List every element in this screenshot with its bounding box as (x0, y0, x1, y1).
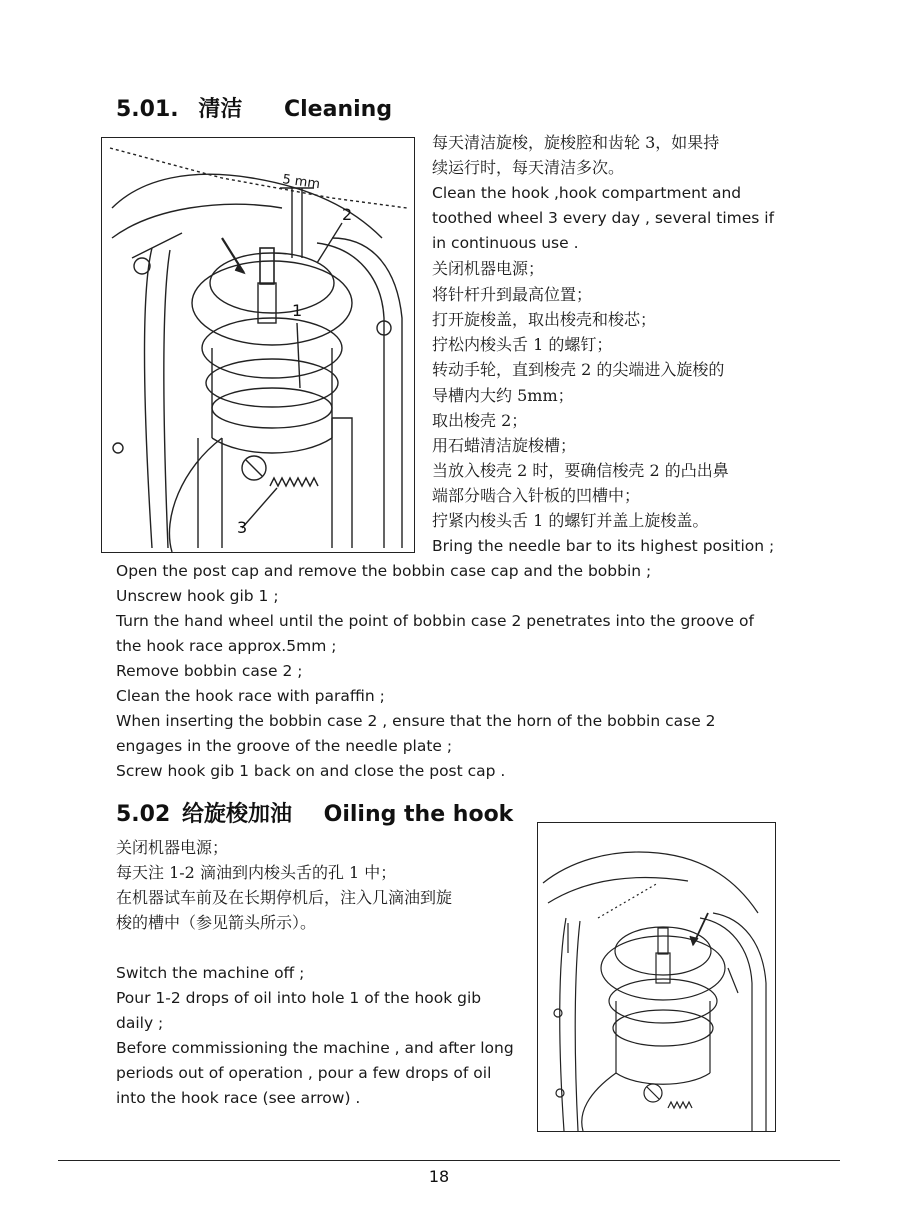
hook-cleaning-illustration (102, 138, 414, 552)
right-line-16: 拧紧内梭头舌 1 的螺钉并盖上旋梭盖。 (432, 511, 709, 530)
right-line-10: 转动手轮，直到梭壳 2 的尖端进入旋梭的 (432, 360, 725, 379)
s2-zh-line-4: 梭的槽中（参见箭头所示）。 (116, 913, 317, 932)
right-line-8: 打开旋梭盖，取出梭壳和梭芯； (432, 310, 657, 329)
page-number: 18 (428, 1167, 450, 1186)
figure-dim-label: 5 mm (281, 172, 321, 193)
right-line-5: in continuous use . (432, 234, 579, 252)
footer-rule (58, 1160, 840, 1161)
right-line-11: 导槽内大约 5mm； (432, 386, 574, 405)
hook-cleaning-figure (101, 137, 415, 553)
right-line-1: 每天清洁旋梭，旋梭腔和齿轮 3，如果持 (432, 133, 720, 152)
hook-oiling-illustration (538, 823, 775, 1131)
right-line-13: 用石蜡清洁旋梭槽； (432, 436, 577, 455)
s2-en-line-5: periods out of operation , pour a few drops of oil (116, 1064, 492, 1082)
right-line-4: toothed wheel 3 every day , several times if (432, 209, 775, 227)
section-1-heading (116, 92, 392, 123)
section-1-title-zh: 清洁 (198, 96, 243, 122)
full-line-1: Open the post cap and remove the bobbin case cap and the bobbin ; (116, 562, 652, 580)
full-line-8: engages in the groove of the needle plate ; (116, 737, 453, 755)
full-line-2: Unscrew hook gib 1 ; (116, 587, 279, 605)
right-line-17: Bring the needle bar to its highest position ; (432, 537, 775, 555)
right-line-3: Clean the hook ,hook compartment and (432, 184, 742, 202)
section-2-number: 5.02 (116, 802, 171, 827)
s2-zh-line-2: 每天注 1-2 滴油到内梭头舌的孔 1 中； (116, 863, 397, 882)
figure-label-1: 1 (292, 301, 303, 320)
full-line-3: Turn the hand wheel until the point of bobbin case 2 penetrates into the groove of (116, 612, 754, 630)
full-line-6: Clean the hook race with paraffin ; (116, 687, 385, 705)
hook-oiling-figure (537, 822, 776, 1132)
s2-en-line-2: Pour 1-2 drops of oil into hole 1 of the hook gib (116, 989, 482, 1007)
section-2-title-zh: 给旋梭加油 (181, 801, 292, 827)
right-line-12: 取出梭壳 2； (432, 411, 528, 430)
right-line-6: 关闭机器电源； (432, 259, 545, 278)
right-line-9: 拧松内梭头舌 1 的螺钉； (432, 335, 613, 354)
s2-zh-line-1: 关闭机器电源； (116, 838, 229, 857)
figure-label-3: 3 (237, 518, 248, 537)
s2-en-line-6: into the hook race (see arrow) . (116, 1089, 361, 1107)
right-line-15: 端部分啮合入针板的凹槽中； (432, 486, 641, 505)
right-line-7: 将针杆升到最高位置； (432, 285, 593, 304)
s2-zh-line-3: 在机器试车前及在长期停机后，注入几滴油到旋 (116, 888, 453, 907)
full-line-4: the hook race approx.5mm ; (116, 637, 337, 655)
s2-en-line-1: Switch the machine off ; (116, 964, 305, 982)
full-line-5: Remove bobbin case 2 ; (116, 662, 303, 680)
s2-en-line-4: Before commissioning the machine , and after long (116, 1039, 514, 1057)
section-2-heading (116, 797, 513, 828)
right-line-14: 当放入梭壳 2 时，要确信梭壳 2 的凸出鼻 (432, 461, 729, 480)
s2-en-line-3: daily ; (116, 1014, 164, 1032)
section-1-title-en: Cleaning (284, 97, 393, 122)
full-line-7: When inserting the bobbin case 2 , ensure that the horn of the bobbin case 2 (116, 712, 716, 730)
right-line-2: 续运行时，每天清洁多次。 (432, 158, 625, 177)
full-line-9: Screw hook gib 1 back on and close the post cap . (116, 762, 506, 780)
figure-label-2: 2 (342, 205, 353, 224)
section-1-number: 5.01. (116, 97, 179, 122)
section-2-title-en: Oiling the hook (323, 802, 514, 827)
